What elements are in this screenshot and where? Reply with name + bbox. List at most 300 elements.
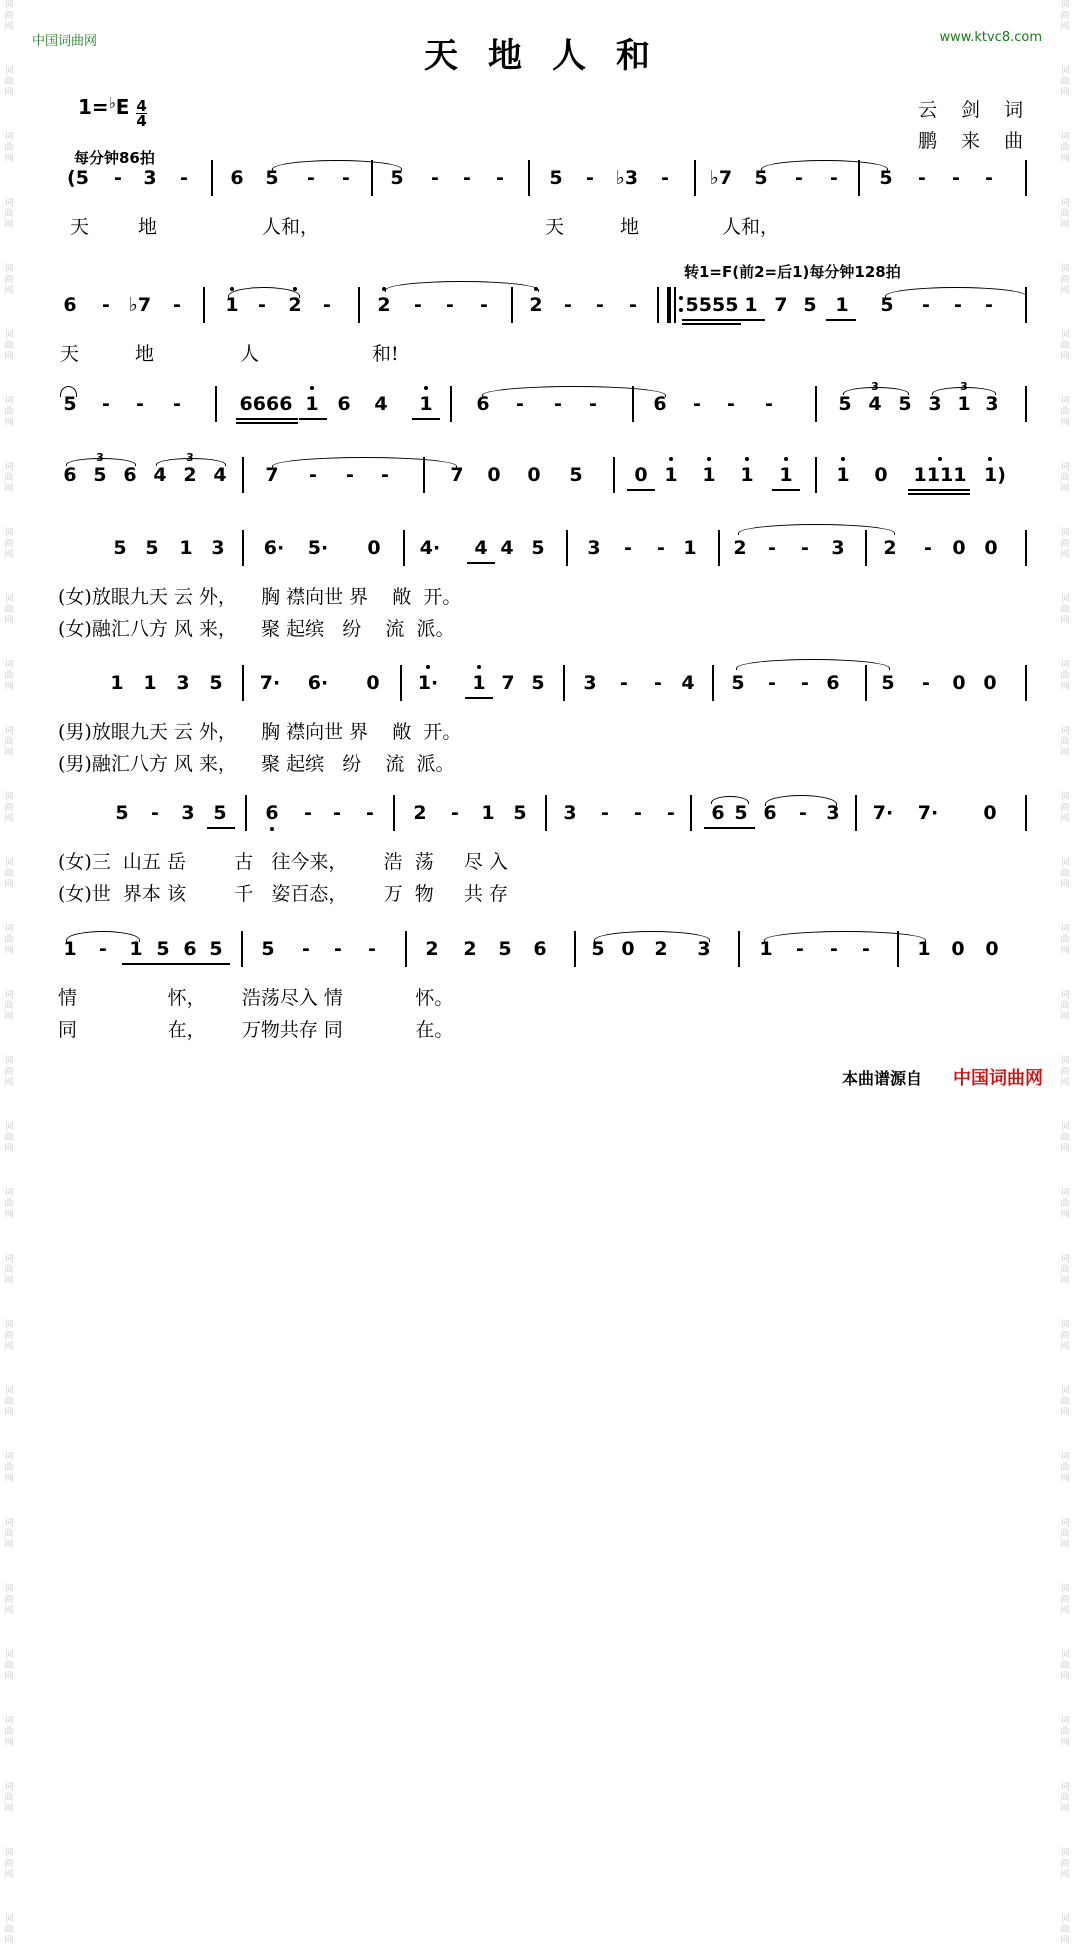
note: - bbox=[657, 537, 665, 559]
slur bbox=[272, 160, 402, 171]
note: - bbox=[173, 294, 181, 316]
slur bbox=[764, 931, 926, 942]
key-letter: E bbox=[115, 95, 130, 119]
triplet-mark: 3 bbox=[186, 451, 194, 464]
note: 1· bbox=[417, 672, 439, 694]
note: 6 bbox=[533, 938, 547, 960]
lyric-line-2: 同 在， 万物共存 同 在。 bbox=[58, 1019, 454, 1041]
note: 5 bbox=[261, 938, 275, 960]
lyric-line-2: (男)融汇八方 风 来， 聚 起缤 纷 流 派。 bbox=[58, 753, 455, 775]
barline bbox=[1025, 795, 1027, 831]
underline bbox=[465, 697, 493, 699]
note: 3 bbox=[826, 802, 840, 824]
note: - bbox=[862, 938, 870, 960]
barline bbox=[566, 530, 568, 566]
note: 2 bbox=[529, 294, 543, 316]
note: 1 bbox=[835, 294, 849, 316]
note: 4 bbox=[153, 464, 167, 486]
note: 5 bbox=[803, 294, 817, 316]
note: - bbox=[634, 802, 642, 824]
note: 3 bbox=[587, 537, 601, 559]
note: - bbox=[151, 802, 159, 824]
note: - bbox=[366, 802, 374, 824]
note: 4· bbox=[419, 537, 441, 559]
key-signature bbox=[78, 94, 147, 128]
note: 7· bbox=[259, 672, 281, 694]
note: 6666 bbox=[239, 393, 293, 415]
note: 5 bbox=[591, 938, 605, 960]
note: 5 bbox=[156, 938, 170, 960]
note: 0 bbox=[366, 672, 380, 694]
underline bbox=[704, 827, 755, 829]
note: 1 bbox=[744, 294, 758, 316]
note: 3 bbox=[563, 802, 577, 824]
triplet-mark: 3 bbox=[960, 380, 968, 393]
note: - bbox=[346, 464, 354, 486]
slur bbox=[66, 931, 140, 942]
barline bbox=[211, 160, 213, 196]
note: 5 bbox=[898, 393, 912, 415]
barline bbox=[718, 530, 720, 566]
note: 6 bbox=[230, 167, 244, 189]
note: - bbox=[796, 938, 804, 960]
octave-dot bbox=[477, 665, 481, 669]
note: 0 bbox=[874, 464, 888, 486]
note: 0 bbox=[985, 938, 999, 960]
note: 2 bbox=[183, 464, 197, 486]
note: 6 bbox=[711, 802, 725, 824]
underline bbox=[737, 319, 765, 321]
barline bbox=[1025, 386, 1027, 422]
note: 1 bbox=[472, 672, 486, 694]
note: 1 bbox=[143, 672, 157, 694]
note: 7 bbox=[265, 464, 279, 486]
lyric-line-1: (男)放眼九天 云 外， 胸 襟向世 界 敞 开。 bbox=[58, 721, 462, 743]
note: 6 bbox=[476, 393, 490, 415]
note: - bbox=[180, 167, 188, 189]
note: - bbox=[667, 802, 675, 824]
note: - bbox=[431, 167, 439, 189]
note: ♭7 bbox=[709, 167, 733, 189]
note: 1 bbox=[419, 393, 433, 415]
note: - bbox=[586, 167, 594, 189]
note: 3 bbox=[831, 537, 845, 559]
note: - bbox=[334, 938, 342, 960]
underline bbox=[682, 319, 741, 321]
composer-credit: 鹏 来 曲 bbox=[918, 130, 1033, 152]
barline bbox=[712, 665, 714, 701]
note: 5 bbox=[731, 672, 745, 694]
note: - bbox=[368, 938, 376, 960]
note: 4 bbox=[213, 464, 227, 486]
lyric: 天 bbox=[60, 343, 80, 365]
note: ♭7 bbox=[128, 294, 152, 316]
underline bbox=[467, 562, 495, 564]
note: 6 bbox=[653, 393, 667, 415]
note: 3 bbox=[985, 393, 999, 415]
note: - bbox=[463, 167, 471, 189]
note: - bbox=[307, 167, 315, 189]
slur bbox=[738, 524, 895, 535]
note: 6 bbox=[63, 294, 77, 316]
note: - bbox=[801, 672, 809, 694]
barline bbox=[865, 530, 867, 566]
key-prefix: 1= bbox=[78, 95, 109, 119]
barline bbox=[613, 457, 615, 493]
note: 1111 bbox=[913, 464, 967, 486]
underline bbox=[627, 489, 655, 491]
note: 1 bbox=[129, 938, 143, 960]
credits bbox=[918, 95, 1032, 157]
barline bbox=[203, 287, 205, 323]
note: 5 bbox=[145, 537, 159, 559]
note: 1 bbox=[779, 464, 793, 486]
barline bbox=[574, 931, 576, 967]
note: - bbox=[985, 167, 993, 189]
note: 0 bbox=[983, 672, 997, 694]
footer-source: 本曲谱源自 bbox=[842, 1069, 923, 1088]
note: 2 bbox=[463, 938, 477, 960]
barline bbox=[450, 386, 452, 422]
note: 5 bbox=[880, 294, 894, 316]
note: 1 bbox=[664, 464, 678, 486]
octave-dot bbox=[424, 386, 428, 390]
note: - bbox=[661, 167, 669, 189]
note: - bbox=[258, 294, 266, 316]
note: - bbox=[564, 294, 572, 316]
note: 3 bbox=[928, 393, 942, 415]
barline bbox=[1025, 287, 1027, 323]
barline bbox=[815, 386, 817, 422]
note: - bbox=[596, 294, 604, 316]
triplet-mark: 3 bbox=[871, 380, 879, 393]
note: 6 bbox=[183, 938, 197, 960]
note: - bbox=[924, 537, 932, 559]
triplet-mark: 3 bbox=[96, 451, 104, 464]
note: 1) bbox=[984, 464, 1006, 486]
note: 5 bbox=[531, 537, 545, 559]
note: - bbox=[589, 393, 597, 415]
octave-dot bbox=[669, 457, 673, 461]
repeat-part bbox=[679, 308, 683, 312]
octave-dot bbox=[784, 457, 788, 461]
octave-dot bbox=[988, 457, 992, 461]
note: 4 bbox=[500, 537, 514, 559]
note: 1 bbox=[836, 464, 850, 486]
slur bbox=[736, 659, 890, 670]
barline bbox=[855, 795, 857, 831]
slur bbox=[482, 386, 666, 397]
octave-dot bbox=[426, 665, 430, 669]
underline bbox=[122, 963, 230, 965]
note: - bbox=[624, 537, 632, 559]
barline bbox=[563, 665, 565, 701]
note: - bbox=[654, 672, 662, 694]
note: 5 bbox=[881, 672, 895, 694]
note: 0 bbox=[984, 537, 998, 559]
note: - bbox=[830, 167, 838, 189]
lyric: 天 bbox=[70, 216, 90, 238]
underline bbox=[207, 827, 235, 829]
note: - bbox=[768, 672, 776, 694]
underline bbox=[826, 319, 856, 321]
note: 0 bbox=[634, 464, 648, 486]
note: 3 bbox=[181, 802, 195, 824]
note: 5 bbox=[498, 938, 512, 960]
barline bbox=[545, 795, 547, 831]
barline bbox=[1025, 530, 1027, 566]
barline bbox=[242, 665, 244, 701]
note: 5 bbox=[63, 393, 77, 415]
note: 6 bbox=[63, 464, 77, 486]
note: - bbox=[323, 294, 331, 316]
note: 0 bbox=[527, 464, 541, 486]
note: 1 bbox=[759, 938, 773, 960]
note: 1 bbox=[110, 672, 124, 694]
note: 0 bbox=[621, 938, 635, 960]
note: 6· bbox=[263, 537, 285, 559]
lyric: 地 bbox=[138, 216, 158, 238]
slur bbox=[885, 287, 1027, 298]
lyric: 地 bbox=[620, 216, 640, 238]
note: - bbox=[309, 464, 317, 486]
side-watermark-left: 词 曲 网 词 曲 网 词 曲 网 词 曲 网 词 曲 网 词 曲 网 词 曲 网 词 曲 网 词 曲 网 词 曲 网 词 曲 网 词 曲 网 词 曲 网 词 曲 网 词 曲 网 词 曲 网 词 曲 网 词 曲 网 词 曲 网 词 曲 网 词 曲 网 词 曲 网 词 曲 网 词 曲 网 词 曲 网 词 曲 网 词 曲 网 词 曲 网 词 曲 网 词 曲 网 bbox=[4, 0, 14, 1946]
note: 7 bbox=[450, 464, 464, 486]
lyric: 和! bbox=[372, 343, 399, 365]
footer-brand-link[interactable]: 中国词曲网 bbox=[953, 1068, 1043, 1089]
octave-dot bbox=[310, 386, 314, 390]
note: 6 bbox=[337, 393, 351, 415]
note: 0 bbox=[952, 537, 966, 559]
note: 6 bbox=[265, 802, 279, 824]
note: 5 bbox=[390, 167, 404, 189]
barline bbox=[657, 287, 659, 323]
note: 5 bbox=[115, 802, 129, 824]
note: - bbox=[799, 802, 807, 824]
note: 1 bbox=[957, 393, 971, 415]
barline bbox=[393, 795, 395, 831]
repeat-part bbox=[679, 296, 683, 300]
flat-icon: ♭ bbox=[108, 94, 116, 112]
note: 5 bbox=[569, 464, 583, 486]
note: - bbox=[952, 167, 960, 189]
time-signature bbox=[136, 99, 146, 128]
note: - bbox=[102, 294, 110, 316]
note: 1 bbox=[702, 464, 716, 486]
modulation-marking: 转1=F(前2=后1)每分钟128拍 bbox=[684, 263, 901, 281]
barline bbox=[738, 931, 740, 967]
note: 5 bbox=[113, 537, 127, 559]
note: 6· bbox=[307, 672, 329, 694]
note: - bbox=[302, 938, 310, 960]
octave-dot bbox=[938, 457, 942, 461]
site-name-link[interactable]: 中国词曲网 bbox=[32, 34, 98, 49]
note: 6 bbox=[123, 464, 137, 486]
note: - bbox=[480, 294, 488, 316]
underline bbox=[236, 418, 298, 420]
note: 0 bbox=[952, 672, 966, 694]
barline bbox=[690, 795, 692, 831]
lyric-line-2: (女)融汇八方 风 来， 聚 起缤 纷 流 派。 bbox=[58, 618, 455, 640]
note: - bbox=[99, 938, 107, 960]
note: 5 bbox=[879, 167, 893, 189]
barline bbox=[815, 457, 817, 493]
note: 2 bbox=[883, 537, 897, 559]
note: 5 bbox=[531, 672, 545, 694]
note: - bbox=[173, 393, 181, 415]
note: - bbox=[693, 393, 701, 415]
barline bbox=[1025, 160, 1027, 196]
note: 1 bbox=[225, 294, 239, 316]
barline bbox=[528, 160, 530, 196]
lyric-line-1: (女)三 山五 岳 古 往今来， 浩 荡 尽 入 bbox=[58, 851, 508, 873]
note: - bbox=[620, 672, 628, 694]
note: 4 bbox=[474, 537, 488, 559]
lyric: 地 bbox=[135, 343, 155, 365]
slur bbox=[761, 160, 888, 171]
slur bbox=[60, 386, 77, 397]
barline bbox=[511, 287, 513, 323]
note: 2 bbox=[413, 802, 427, 824]
side-watermark-right: 词 曲 网 词 曲 网 词 曲 网 词 曲 网 词 曲 网 词 曲 网 词 曲 网 词 曲 网 词 曲 网 词 曲 网 词 曲 网 词 曲 网 词 曲 网 词 曲 网 词 曲 网 词 曲 网 词 曲 网 词 曲 网 词 曲 网 词 曲 网 词 曲 网 词 曲 网 词 曲 网 词 曲 网 词 曲 网 词 曲 网 词 曲 网 词 曲 网 词 曲 网 词 曲 网 bbox=[1060, 0, 1070, 1946]
note: 1 bbox=[179, 537, 193, 559]
song-title: 天地人和 bbox=[424, 36, 680, 76]
note: (5 bbox=[67, 167, 89, 189]
underline bbox=[682, 323, 741, 325]
lyric-line-1: 情 怀， 浩荡尽入 情 怀。 bbox=[58, 987, 454, 1009]
note: - bbox=[446, 294, 454, 316]
note: 5 bbox=[549, 167, 563, 189]
note: 3 bbox=[143, 167, 157, 189]
note: - bbox=[136, 393, 144, 415]
note: 1 bbox=[917, 938, 931, 960]
note: - bbox=[954, 294, 962, 316]
note: 0 bbox=[951, 938, 965, 960]
note: 0 bbox=[983, 802, 997, 824]
note: - bbox=[414, 294, 422, 316]
note: - bbox=[765, 393, 773, 415]
slur bbox=[385, 281, 539, 292]
note: - bbox=[801, 537, 809, 559]
note: 7 bbox=[774, 294, 788, 316]
repeat-part bbox=[667, 287, 671, 323]
note: 3 bbox=[697, 938, 711, 960]
note: - bbox=[451, 802, 459, 824]
tempo-marking: 每分钟86拍 bbox=[74, 149, 155, 167]
note: 2 bbox=[733, 537, 747, 559]
note: - bbox=[516, 393, 524, 415]
note: 5 bbox=[209, 938, 223, 960]
note: - bbox=[922, 672, 930, 694]
barline bbox=[242, 530, 244, 566]
note: 5 bbox=[513, 802, 527, 824]
octave-dot bbox=[230, 287, 234, 291]
note: 2 bbox=[288, 294, 302, 316]
lyric-line-2: (女)世 界本 该 千 姿百态， 万 物 共 存 bbox=[58, 883, 508, 905]
note: 3 bbox=[211, 537, 225, 559]
octave-dot bbox=[707, 457, 711, 461]
time-bottom: 4 bbox=[136, 112, 147, 130]
note: - bbox=[381, 464, 389, 486]
note: - bbox=[342, 167, 350, 189]
note: 3 bbox=[583, 672, 597, 694]
note: - bbox=[830, 938, 838, 960]
note: - bbox=[496, 167, 504, 189]
note: 3 bbox=[176, 672, 190, 694]
lyric: 天 bbox=[545, 216, 565, 238]
note: 5 bbox=[838, 393, 852, 415]
octave-dot bbox=[745, 457, 749, 461]
note: 5 bbox=[213, 802, 227, 824]
note: 7· bbox=[917, 802, 939, 824]
barline bbox=[1025, 665, 1027, 701]
barline bbox=[245, 795, 247, 831]
note: 7· bbox=[872, 802, 894, 824]
note: 1 bbox=[63, 938, 77, 960]
barline bbox=[358, 287, 360, 323]
note: - bbox=[114, 167, 122, 189]
note: 2 bbox=[377, 294, 391, 316]
note: 1 bbox=[481, 802, 495, 824]
note: 1 bbox=[740, 464, 754, 486]
lyric: 人和， bbox=[722, 216, 780, 238]
note: - bbox=[918, 167, 926, 189]
note: 0 bbox=[367, 537, 381, 559]
note: - bbox=[304, 802, 312, 824]
note: - bbox=[601, 802, 609, 824]
underline bbox=[772, 489, 800, 491]
repeat-part bbox=[674, 287, 676, 323]
slur bbox=[228, 287, 300, 298]
barline bbox=[400, 665, 402, 701]
octave-dot bbox=[841, 457, 845, 461]
site-url-link[interactable]: www.ktvc8.com bbox=[939, 30, 1042, 45]
note: ♭3 bbox=[615, 167, 639, 189]
barline bbox=[403, 530, 405, 566]
note: - bbox=[102, 393, 110, 415]
barline bbox=[242, 457, 244, 493]
note: 7 bbox=[501, 672, 515, 694]
note: - bbox=[727, 393, 735, 415]
barline bbox=[865, 665, 867, 701]
underline bbox=[299, 418, 327, 420]
note: - bbox=[985, 294, 993, 316]
underline bbox=[236, 422, 298, 424]
note: - bbox=[768, 537, 776, 559]
note: 5 bbox=[209, 672, 223, 694]
lyric-line-1: (女)放眼九天 云 外， 胸 襟向世 界 敞 开。 bbox=[58, 586, 462, 608]
barline bbox=[241, 931, 243, 967]
note: 5 bbox=[734, 802, 748, 824]
note: - bbox=[922, 294, 930, 316]
lyric: 人和， bbox=[262, 216, 320, 238]
note: - bbox=[795, 167, 803, 189]
slur bbox=[272, 457, 457, 468]
lyricist-credit: 云 剑 词 bbox=[918, 99, 1033, 121]
underline bbox=[908, 493, 970, 495]
note: 1 bbox=[305, 393, 319, 415]
barline bbox=[694, 160, 696, 196]
note: 2 bbox=[425, 938, 439, 960]
note: 5555 bbox=[685, 294, 739, 316]
octave-dot bbox=[270, 827, 274, 831]
slur bbox=[765, 795, 837, 806]
note: 5 bbox=[93, 464, 107, 486]
note: - bbox=[333, 802, 341, 824]
note: 5· bbox=[307, 537, 329, 559]
note: 0 bbox=[487, 464, 501, 486]
note: 4 bbox=[374, 393, 388, 415]
